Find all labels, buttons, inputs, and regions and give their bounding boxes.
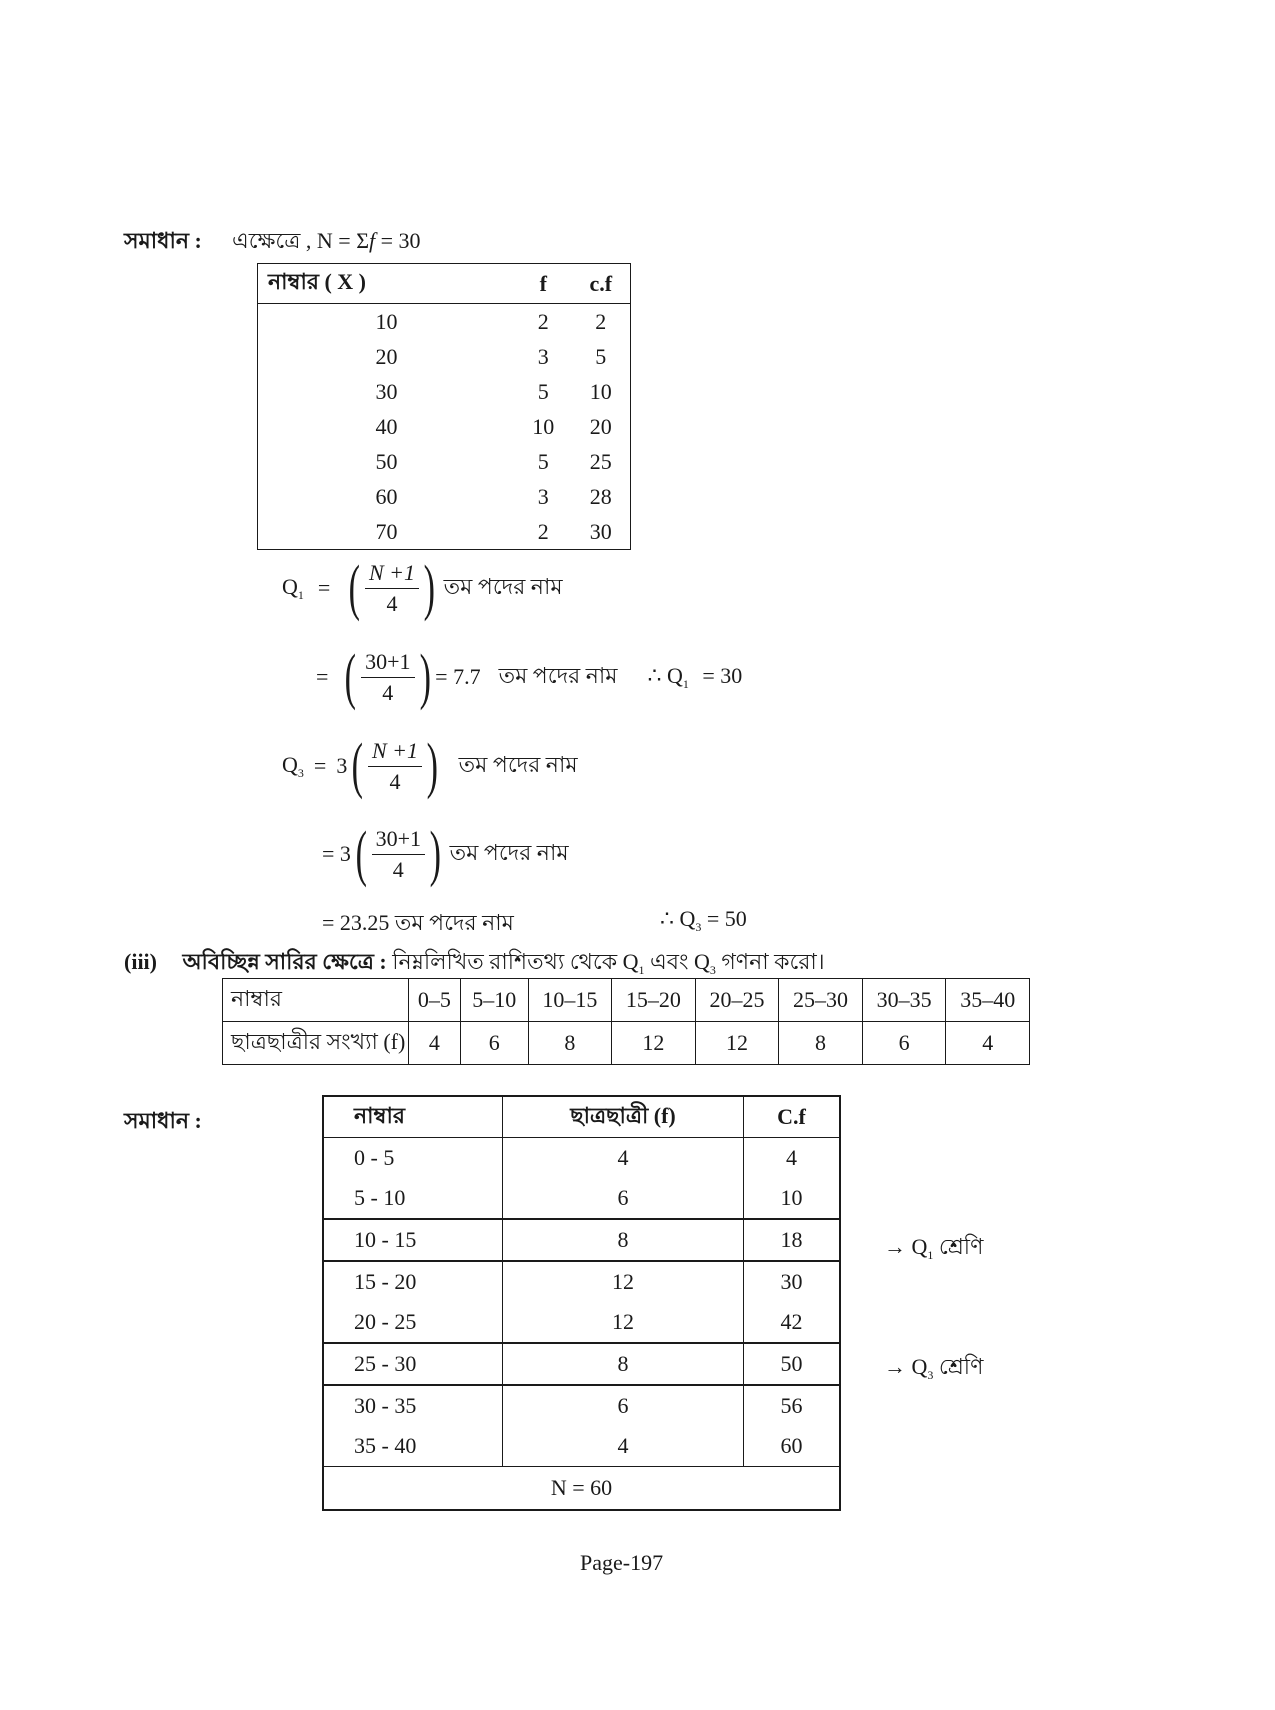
table-row: 40 10 20 (375, 413, 612, 439)
table-row-frequencies: ছাত্রছাত্রীর সংখ্যা (f) 4 6 8 12 12 8 6 4 (223, 1022, 1030, 1065)
q3-symbol: $Q_3$ (282, 751, 304, 780)
header-x: নাম্বার ( X ) (258, 264, 516, 304)
table-row-q1-class: 10 - 15 8 18 (323, 1219, 840, 1261)
table-row: 10 2 2 (375, 308, 607, 334)
fraction: $\frac{30+1}{4}$ (361, 649, 414, 706)
solution-label-2: সমাধান : (124, 1108, 202, 1133)
q1-result: ∴ $Q_1 = 30$ (647, 662, 743, 691)
continuous-data-table (222, 978, 1030, 1065)
q3-result: ∴ $Q_3 = 50$ (660, 906, 747, 934)
q3-class-note: → $Q_3$ শ্রেণি (884, 1354, 984, 1382)
q1-formula: $Q_1$ = ( $\frac{N +1}{4}$ ) তম পদের নাম (282, 554, 563, 622)
q3-formula: $Q_3$ = 3 ( $\frac{N +1}{4}$ ) তম পদের নাম (282, 732, 578, 800)
solution-label: সমাধান : (124, 228, 202, 253)
table-row: 30 - 35 6 56 (323, 1385, 840, 1426)
fraction: $\frac{30+1}{4}$ (372, 826, 425, 883)
table-row: 15 - 20 12 30 (323, 1261, 840, 1302)
fraction: $\frac{N +1}{4}$ (365, 560, 419, 617)
table-header-row: নাম্বার ছাত্রছাত্রী (f) C.f (323, 1096, 840, 1138)
header-cf: c.f (571, 264, 630, 304)
q1-calculation: = ( $\frac{30+1}{4}$ ) = 7.7 তম পদের নাম ∴ $Q_1 = 30$ (316, 643, 743, 711)
table-total-row: N = 60 (323, 1467, 840, 1511)
table-row: 60 3 28 (375, 483, 612, 509)
section-iii-heading: (iii) অবিচ্ছিন্ন সারির ক্ষেত্রে : নিম্নলিখিত রাশিতথ্য থেকে $Q_1$ এবং $Q_3$ গণনা করো। (124, 949, 825, 977)
table-row-q3-class: 25 - 30 8 50 (323, 1343, 840, 1385)
table-row: 30 5 10 (375, 378, 612, 404)
table-header-row (258, 264, 631, 304)
page-number: Page-197 (580, 1550, 664, 1575)
discrete-frequency-table (257, 263, 631, 550)
q1-symbol: $Q_1$ (282, 573, 304, 602)
intro-equation: এক্ষেত্রে , N = Σf = 30 (232, 228, 421, 253)
table-row: 0 - 5 4 4 (323, 1138, 840, 1179)
fraction: $\frac{N +1}{4}$ (368, 738, 422, 795)
q3-calculation: = 3 ( $\frac{30+1}{4}$ ) তম পদের নাম (322, 820, 569, 888)
table-row: 5 - 10 6 10 (323, 1178, 840, 1219)
q3-term-result: = 23.25 তম পদের নাম (322, 910, 514, 935)
table-row: 50 5 25 (375, 448, 612, 474)
table-row-classes: নাম্বার 0–5 5–10 10–15 15–20 20–25 25–30 30–35 35–40 (223, 979, 1030, 1022)
table-row: 20 - 25 12 42 (323, 1302, 840, 1343)
table-row: 35 - 40 4 60 (323, 1426, 840, 1467)
table-row: 70 2 30 (375, 518, 612, 544)
header-f: f (515, 264, 571, 304)
cumulative-frequency-table (322, 1095, 841, 1511)
q1-class-note: → $Q_1$ শ্রেণি (884, 1234, 984, 1262)
table-row: 20 3 5 (375, 343, 607, 369)
